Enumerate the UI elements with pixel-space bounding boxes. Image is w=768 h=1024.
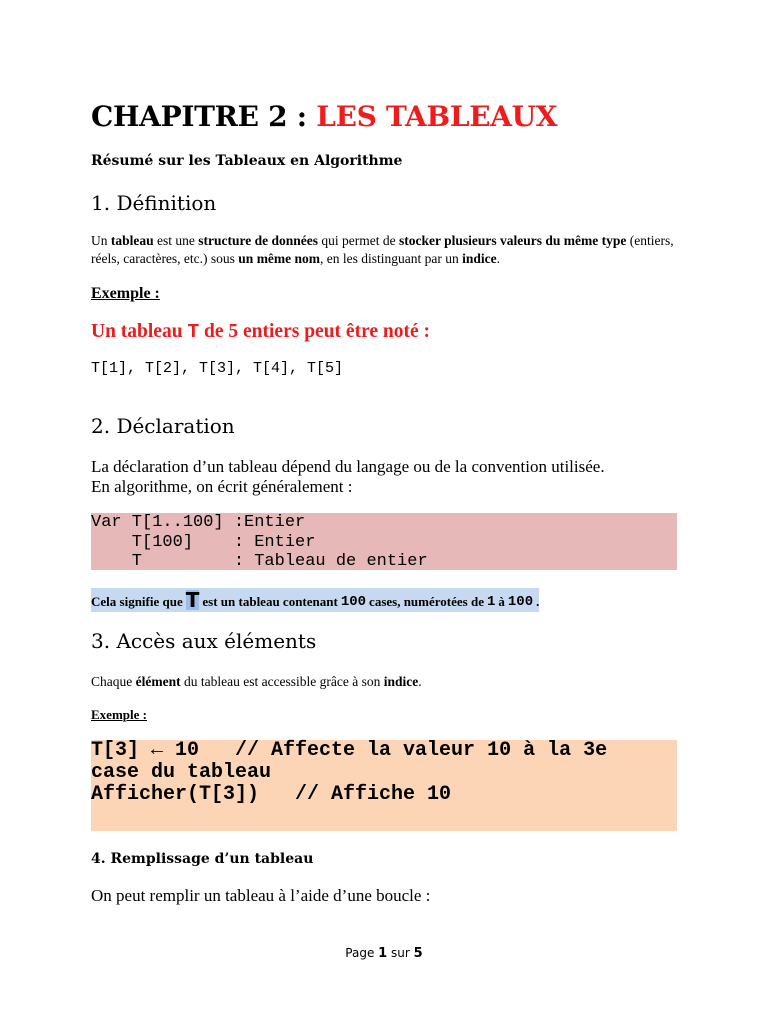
chapter-name: LES TABLEAUX [316,100,558,133]
section-heading-definition: 1. Définition [91,191,217,215]
declaration-intro-line1: La déclaration d’un tableau dépend du langage ou de la convention utilisée. [91,457,605,476]
declaration-code-block: Var T[1..100] :Entier T[100] : Entier T : Tableau de entier [91,513,677,570]
section-heading-filling: 4. Remplissage d’un tableau [91,851,314,867]
filling-intro: On peut remplir un tableau à l’aide d’une boucle : [91,886,431,905]
example-array-notation: T[1], T[2], T[3], T[4], T[5] [91,360,344,377]
declaration-explanation: Cela signifie que T est un tableau contenant 100 cases, numérotées de 1 à 100 . [91,588,540,612]
example-label-1: Exemple : [91,285,160,302]
example-statement: Un tableau T de 5 entiers peut être noté : [91,321,431,343]
access-code-block: T[3] ← 10 // Affecte la valeur 10 à la 3e case du tableau Afficher(T[3]) // Affiche 10 [91,740,677,831]
section-heading-declaration: 2. Déclaration [91,414,235,438]
access-paragraph: Chaque élément du tableau est accessible grâce à son indice. [91,674,422,689]
definition-paragraph: Un tableau est une structure de données qui permet de stocker plusieurs valeurs du même type (entiers, réels, caractères, etc.) sous un même nom, en les distinguant par un indice. [91,233,674,266]
declaration-intro-line2: En algorithme, on écrit généralement : [91,477,353,496]
example-label-2: Exemple : [91,707,147,722]
summary-subtitle: Résumé sur les Tableaux en Algorithme [91,153,403,169]
page-footer: Page 1 sur 5 [345,946,423,961]
chapter-number: CHAPITRE 2 : [91,100,317,133]
section-heading-access: 3. Accès aux éléments [91,629,317,653]
chapter-title [91,100,557,133]
